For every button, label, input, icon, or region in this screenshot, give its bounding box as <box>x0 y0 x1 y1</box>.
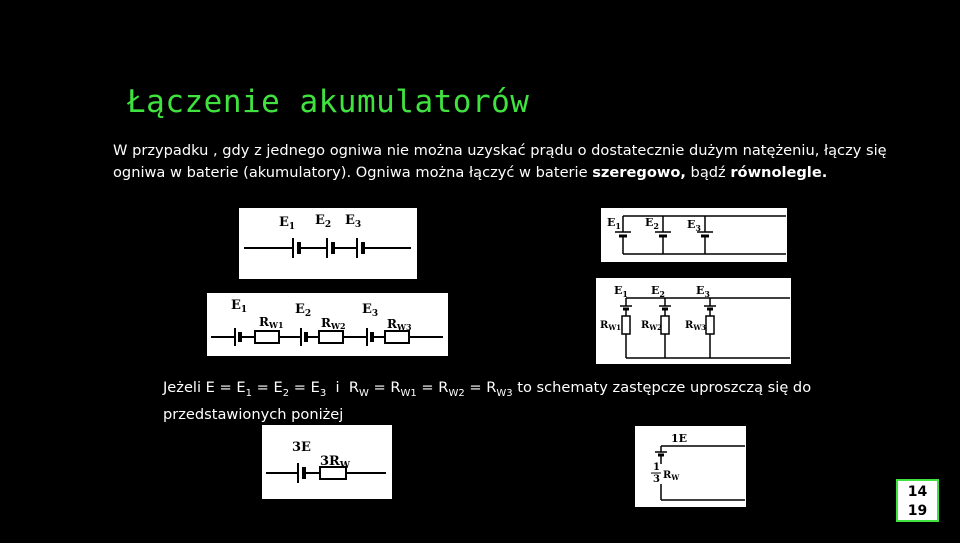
svg-text:RW3: $R_{W3}$ <box>685 320 707 332</box>
circuit-equivalent-series <box>262 425 392 499</box>
svg-text:RW3: RW3 <box>387 317 412 332</box>
svg-text:E2: $E_2$ <box>315 213 332 230</box>
intro-bold-parallel: równolegle. <box>730 164 828 181</box>
page-title: Łączenie akumulatorów <box>127 84 530 120</box>
intro-bold-series: szeregowo, <box>592 164 686 181</box>
svg-text:RW1: RW1 <box>259 315 284 330</box>
svg-text:E1: $E_1$ <box>607 216 621 231</box>
svg-text:E1: $E_1$ <box>231 298 248 315</box>
condition-tail: to schematy zastępcze uproszczą się do przedstawionych poniżej <box>163 379 812 423</box>
circuit-series <box>239 208 417 279</box>
svg-text:1E: 1E <box>671 432 688 445</box>
svg-text:E3: $E_3$ <box>687 218 701 233</box>
svg-text:1: 1 <box>653 462 660 473</box>
page-current: 14 <box>907 484 928 500</box>
svg-text:E2: $E_2$ <box>651 284 665 299</box>
intro-text: W przypadku , gdy z jednego ogniwa nie można uzyskać prądu o dostatecznie dużym natężeniu, łączy się ogniwa w baterie (akumulatory). Ogniwa można łączyć w baterie <box>113 142 887 181</box>
circuit-parallel <box>601 208 787 262</box>
condition-equation: $E = E_1 = E_2 = E_3$ i $R_W = R_{W1} = R_{W2} = R_{W3}$ <box>205 379 513 399</box>
svg-text:E2: $E_2$ <box>645 216 659 231</box>
svg-text:RW2: $R_{W2}$ <box>641 320 663 332</box>
page-number-badge <box>896 479 939 522</box>
svg-text:3E: 3E <box>292 440 311 455</box>
svg-text:E2: $E_2$ <box>295 302 312 319</box>
circuit-series-resistance <box>207 293 448 356</box>
condition-prefix: Jeżeli <box>163 379 206 396</box>
svg-text:E1: $E_1$ <box>279 215 296 232</box>
svg-text:RW: $R_W$ <box>663 470 680 482</box>
svg-text:RW2: RW2 <box>321 316 346 331</box>
svg-text:3RW: $3R_W$ <box>320 454 350 471</box>
svg-text:E3: $E_3$ <box>345 213 362 230</box>
intro-paragraph <box>113 140 913 184</box>
svg-text:E3: $E_3$ <box>362 302 379 319</box>
condition-paragraph <box>163 377 883 425</box>
circuit-equivalent-parallel <box>635 426 746 507</box>
intro-text-2: bądź <box>685 164 731 181</box>
svg-text:3: 3 <box>653 474 660 485</box>
svg-text:E3: $E_3$ <box>696 284 710 299</box>
page-total: 19 <box>907 503 928 519</box>
svg-text:E1: $E_1$ <box>614 284 628 299</box>
svg-text:RW1: $R_{W1}$ <box>600 320 622 332</box>
circuit-parallel-resistance <box>596 278 791 364</box>
